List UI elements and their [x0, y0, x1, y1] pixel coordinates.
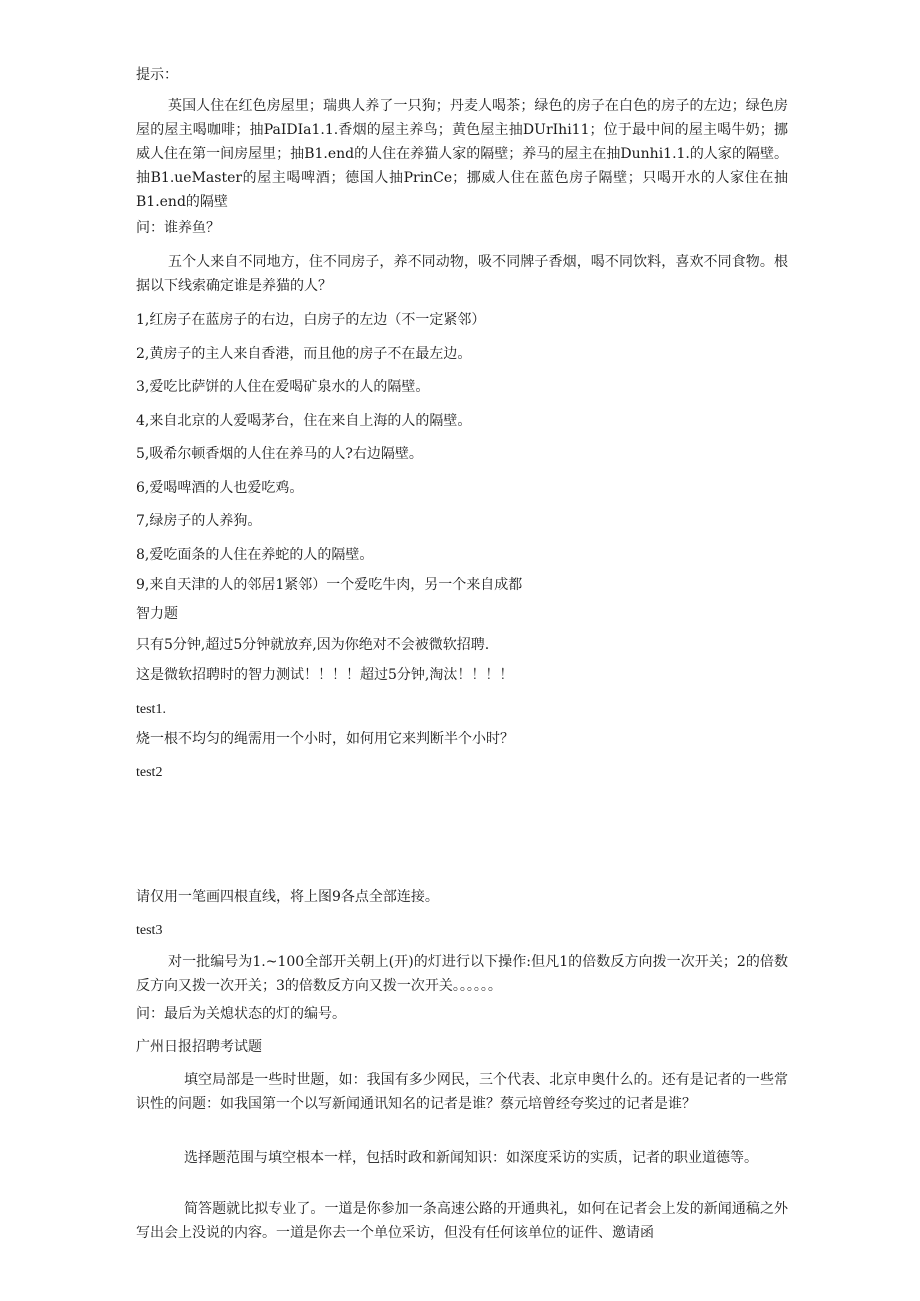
iq-rule: 只有5分钟,超过5分钟就放弃,因为你绝对不会被微软招聘. [136, 637, 490, 653]
clue-9: 9,来自天津的人的邻居1紧邻）一个爱吃牛肉，另一个来自成都 [136, 577, 523, 593]
puzzle2-intro: 五个人来自不同地方，住不同房子，养不同动物，吸不同牌子香烟，喝不同饮料，喜欢不同食物。根据以下线索确定谁是养猫的人？ [136, 254, 788, 294]
clue-5: 5,吸希尔顿香烟的人住在养马的人?右边隔壁。 [136, 446, 423, 462]
hint-label: 提示： [136, 67, 178, 83]
test2-text: 请仅用一笔画四根直线，将上图9各点全部连接。 [136, 889, 439, 905]
clue-6: 6,爱喝啤酒的人也爱吃鸡。 [136, 480, 304, 496]
gz-title: 广州日报招聘考试题 [136, 1039, 262, 1055]
clue-2: 2,黄房子的主人来自香港，而且他的房子不在最左边。 [136, 346, 472, 362]
test3-question: 问：最后为关熄状态的灯的编号。 [136, 1006, 346, 1022]
test2-label: test2 [136, 765, 163, 780]
clue-4: 4,来自北京的人爱喝茅台，住在来自上海的人的隔壁。 [136, 413, 472, 429]
test3-label: test3 [136, 923, 163, 938]
gz-paragraph-1: 填空局部是一些时世题，如：我国有多少网民，三个代表、北京申奥什么的。还有是记者的一些常识性的问题：如我国第一个以写新闻通讯知名的记者是谁？蔡元培曾经夸奖过的记者是谁？ [136, 1072, 788, 1112]
gz-paragraph-3: 简答题就比拟专业了。一道是你参加一条高速公路的开通典礼，如何在记者会上发的新闻通稿之外写出会上没说的内容。一道是你去一个单位采访，但没有任何该单位的证件、邀请函 [136, 1201, 788, 1241]
iq-note: 这是微软招聘时的智力测试！！！！超过5分钟,淘汰！！！！ [136, 667, 514, 683]
test3-text: 对一批编号为1.~100全部开关朝上(开)的灯进行以下操作:但凡1的倍数反方向拨一次开关；2的倍数反方向又拨一次开关；3的倍数反方向又拨一次开关。。。。。。 [136, 954, 788, 994]
puzzle1-clues: 英国人住在红色房屋里；瑞典人养了一只狗；丹麦人喝茶；绿色的房子在白色的房子的左边；绿色房屋的屋主喝咖啡；抽PaIDIa1.1.香烟的屋主养鸟；黄色屋主抽DUrIhi11；位于最中间的屋主喝牛奶；挪威人住在第一间房屋里；抽B1.end的人住在养猫人家的隔壁；养马的屋主在抽Dunhi1.1.的人家的隔壁。抽B1.ueMaster的屋主喝啤酒；德国人抽PrinCe；挪威人住在蓝色房子隔壁；只喝开水的人家住在抽B1.end的隔壁 [136, 98, 788, 210]
puzzle1-question: 问：谁养鱼？ [136, 220, 220, 236]
clue-1: 1,红房子在蓝房子的右边，白房子的左边（不一定紧邻） [136, 312, 486, 328]
clue-8: 8,爱吃面条的人住在养蛇的人的隔壁。 [136, 547, 374, 563]
clue-3: 3,爱吃比萨饼的人住在爱喝矿泉水的人的隔壁。 [136, 379, 430, 395]
iq-title: 智力题 [136, 606, 178, 622]
clue-7: 7,绿房子的人养狗。 [136, 513, 262, 529]
test1-text: 烧一根不均匀的绳需用一个小时，如何用它来判断半个小时？ [136, 731, 514, 747]
test1-label: test1. [136, 702, 166, 717]
gz-paragraph-2: 选择题范围与填空根本一样，包括时政和新闻知识：如深度采访的实质，记者的职业道德等。 [184, 1150, 758, 1166]
